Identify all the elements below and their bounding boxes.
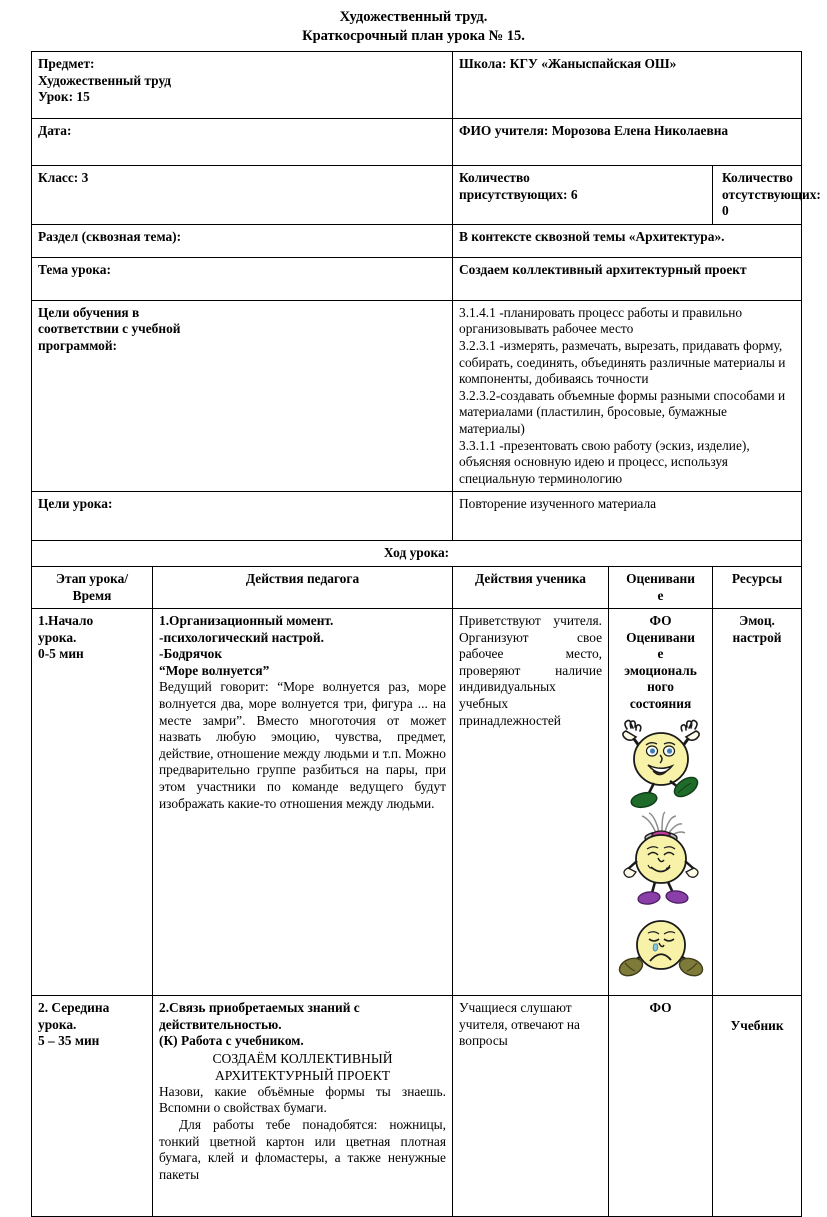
- column-header-assessment: [609, 566, 713, 608]
- absent-value: отсутствующих: 0: [722, 186, 821, 219]
- column-header-stage: [32, 566, 153, 608]
- section-value: В контексте сквозной темы «Архитектура».: [453, 224, 802, 257]
- assessment-line: е: [657, 646, 664, 662]
- teacher-bold-line: “Море волнуется”: [159, 662, 270, 678]
- assessment-line: Оценивани: [626, 629, 695, 645]
- lesson-goals-value: Повторение изученного материала: [453, 492, 802, 541]
- sad-smiley-figure: [618, 907, 704, 987]
- column-header-teacher-actions: Действия педагога: [153, 566, 453, 608]
- stage-1-line-2: урока.: [38, 629, 77, 645]
- column-header-resources: Ресурсы: [713, 566, 802, 608]
- neutral-smiley-figure: [618, 811, 704, 907]
- lesson-plan-table: [31, 51, 821, 1217]
- stage-2-resources: Учебник: [713, 996, 802, 1217]
- document-title-line-1: Художественный труд.: [339, 9, 488, 25]
- objectives-list: [453, 300, 802, 492]
- stage-2-label: [32, 996, 153, 1217]
- table-row-flow-header: [32, 566, 802, 608]
- resources-line-2: настрой: [732, 629, 782, 645]
- project-heading-line-2: АРХИТЕКТУРНЫЙ ПРОЕКТ: [214, 1067, 391, 1083]
- objectives-label-line-1: Цели обучения в: [38, 304, 140, 320]
- teacher-body-text: Назови, какие объёмные формы ты знаешь. Вспомни о свойствах бумаги.: [159, 1083, 447, 1116]
- assessment-line: ного: [647, 679, 674, 695]
- date-label: Дата:: [32, 119, 453, 166]
- page-title: [0, 0, 827, 46]
- absent-count-cell: [713, 166, 821, 225]
- assessment-line: эмоциональ: [624, 662, 697, 678]
- teacher-body-text: Ведущий говорит: “Море волнуется раз, море волнуется два, море волнуется три, фигура ... на месте замри”. Вместо многоточия от может назвать любую эмоцию, чувства, предмет, действие, отношение между людьми и т.п. Можно предварительно группе разбиться на пары, при этом участники по команде ведущего будут изображать какие-то отношения между людьми.: [159, 679, 447, 811]
- stage-1-student-actions: Приветствуют учителя. Организуют свое рабочее место, проверяют наличие индивидуальных учебных принадлежностей: [453, 609, 609, 996]
- table-row-flow-stage-1: [32, 609, 802, 996]
- section-label: Раздел (сквозная тема):: [32, 224, 453, 257]
- teacher-name: ФИО учителя: Морозова Елена Николаевна: [453, 119, 802, 166]
- present-count-cell: [453, 166, 713, 225]
- table-row-lesson-flow-title: [32, 541, 802, 567]
- teacher-bold-line: 1.Организационный момент.: [159, 613, 334, 629]
- stage-2-teacher-actions: [153, 996, 453, 1217]
- stage-1-teacher-actions: [153, 609, 453, 996]
- table-row-objectives: [32, 300, 802, 492]
- subject-label: Предмет:: [38, 56, 95, 71]
- objective-item: 3.2.3.1 -измерять, размечать, вырезать, придавать форму, собирать, соединять, объединять различные материалы и компоненты, добиваясь точности: [459, 337, 786, 387]
- stage-2-line-2: урока.: [38, 1016, 77, 1032]
- table-row-flow-stage-2: [32, 996, 802, 1217]
- table-row-section: [32, 224, 802, 257]
- objectives-label-line-2: соответствии с учебной: [38, 321, 181, 337]
- teacher-bold-line: -Бодрячок: [159, 646, 223, 662]
- stage-2-line-1: 2. Середина: [38, 1000, 110, 1016]
- column-header-assessment-line-2: е: [657, 587, 664, 603]
- lesson-number: Урок: 15: [38, 89, 90, 105]
- present-label: Количество: [459, 170, 530, 185]
- objective-item: 3.1.4.1 -планировать процесс работы и правильно организовывать рабочее место: [459, 304, 743, 337]
- topic-label: Тема урока:: [32, 257, 453, 300]
- column-header-assessment-line-1: Оценивани: [626, 570, 695, 586]
- table-row-class-attendance: [32, 166, 802, 225]
- subject-value: Художественный труд: [38, 72, 172, 88]
- table-row-date-teacher: [32, 119, 802, 166]
- lesson-flow-title: Ход урока:: [32, 541, 802, 567]
- stage-1-line-3: 0-5 мин: [38, 646, 84, 662]
- table-row-topic: [32, 257, 802, 300]
- school-cell: Школа: КГУ «Жаныспайская ОШ»: [453, 52, 802, 119]
- assessment-line: ФО: [649, 613, 672, 629]
- teacher-bold-line: -психологический настрой.: [159, 629, 324, 645]
- stage-1-resources: [713, 609, 802, 996]
- stage-2-student-actions: Учащиеся слушают учителя, отвечают на вопросы: [453, 996, 609, 1217]
- class-label: Класс: 3: [32, 166, 453, 225]
- teacher-bold-line: 2.Связь приобретаемых знаний с действительностью.: [159, 1000, 360, 1032]
- table-row-lesson-goals: [32, 492, 802, 541]
- column-header-stage-line-1: Этап урока/: [55, 570, 129, 586]
- resources-line-1: Эмоц.: [739, 613, 775, 629]
- subject-cell: [32, 52, 453, 119]
- assessment-text: [615, 613, 706, 713]
- document-title-line-2: Краткосрочный план урока № 15.: [302, 28, 525, 44]
- stage-1-assessment: [609, 609, 713, 996]
- stage-2-line-3: 5 – 35 мин: [38, 1033, 100, 1049]
- stage-2-assessment: ФО: [609, 996, 713, 1217]
- objectives-label: [32, 300, 453, 492]
- absent-label: Количество: [722, 170, 793, 185]
- stage-1-label: [32, 609, 153, 996]
- column-header-student-actions: Действия ученика: [453, 566, 609, 608]
- column-header-stage-line-2: Время: [72, 587, 112, 603]
- topic-value: Создаем коллективный архитектурный проект: [453, 257, 802, 300]
- project-heading-line-1: СОЗДАЁМ КОЛЛЕКТИВНЫЙ: [212, 1050, 393, 1066]
- teacher-bold-line: (К) Работа с учебником.: [159, 1033, 304, 1049]
- present-value: присутствующих: 6: [459, 186, 578, 202]
- objective-item: 3.2.3.2-создавать объемные формы разными способами и материалами (пластилин, бросовые, бумажные материалы): [459, 387, 786, 436]
- happy-smiley-figure: [618, 715, 704, 811]
- assessment-line: состояния: [629, 696, 692, 712]
- teacher-body-text: Для работы тебе понадобятся: ножницы, тонкий цветной картон или цветная плотная бумага, клей и фломастеры, а также ненужные пакеты: [159, 1117, 447, 1182]
- objective-item: 3.3.1.1 -презентовать свою работу (эскиз, изделие), объясняя основную идею и процесс, используя специальную терминологию: [459, 437, 750, 486]
- objectives-label-line-3: программой:: [38, 337, 118, 353]
- mood-smiley-images: [615, 715, 706, 987]
- lesson-goals-label: Цели урока:: [32, 492, 453, 541]
- table-row-subject-school: [32, 52, 802, 119]
- stage-1-line-1: 1.Начало: [38, 613, 94, 629]
